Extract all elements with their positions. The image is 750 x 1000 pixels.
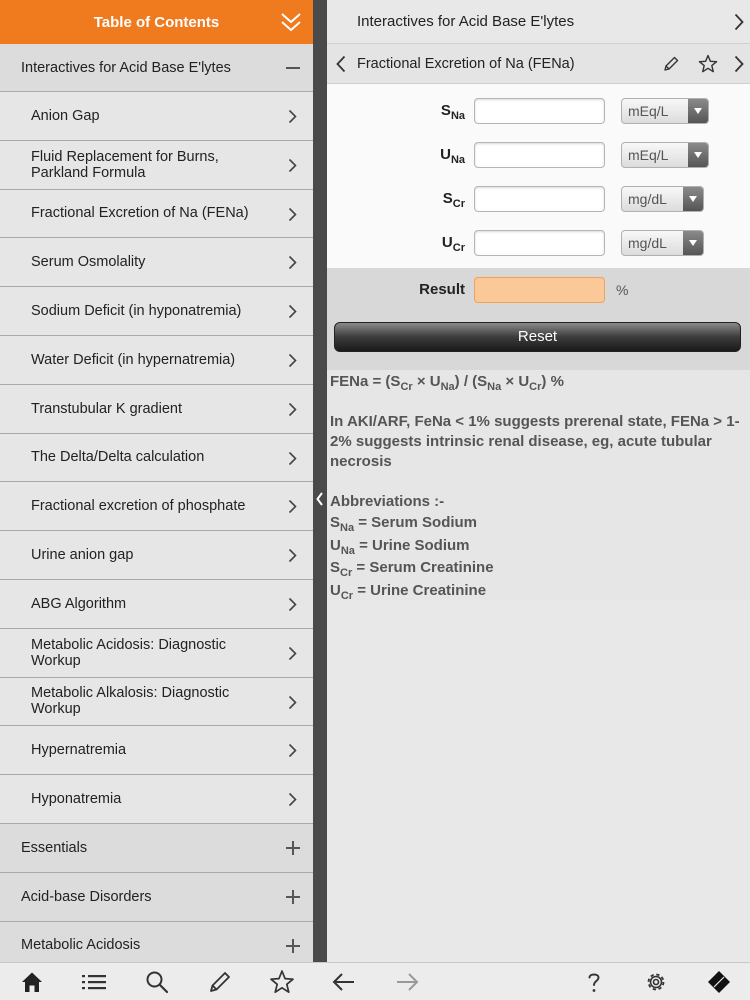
page-title: Fractional Excretion of Na (FENa) — [357, 55, 575, 72]
value-input[interactable] — [474, 186, 605, 212]
abbreviation-item: $S_{Cr}$ = Serum Creatinine — [330, 559, 494, 579]
dropdown-arrow-icon — [688, 143, 708, 167]
toc-item-label: Metabolic Alkalosis: Diagnostic Workup — [31, 685, 230, 718]
chevron-right-icon[interactable] — [288, 109, 297, 124]
detail-empty-space — [327, 600, 750, 960]
toc-item-label: Serum Osmolality — [31, 254, 146, 271]
pencil-icon[interactable] — [662, 55, 680, 73]
interpretation-text: In AKI/ARF, FeNa < 1% suggests prerenal state, FENa > 1-2% suggests intrinsic renal disease, eg, acute tubular necrosis — [330, 413, 740, 470]
chevron-right-icon[interactable] — [288, 743, 297, 758]
unit-select-value: mg/dL — [628, 235, 667, 251]
toc-header — [0, 0, 313, 44]
result-unit: % — [616, 282, 629, 298]
toc-item[interactable] — [0, 385, 313, 434]
chevron-right-icon[interactable] — [288, 499, 297, 514]
unit-select-value: mEq/L — [628, 147, 669, 163]
chevron-right-icon[interactable] — [288, 792, 297, 807]
toc-panel — [0, 0, 313, 962]
input-row — [327, 230, 750, 256]
chevron-right-icon[interactable] — [288, 158, 297, 173]
value-input[interactable] — [474, 142, 605, 168]
detail-header[interactable] — [327, 0, 750, 44]
toc-section-label: Interactives for Acid Base E'lytes — [21, 59, 231, 76]
toc-item-label: Fluid Replacement for Burns, Parkland Formula — [31, 148, 219, 181]
star-icon[interactable] — [698, 54, 718, 74]
toc-item[interactable] — [0, 92, 313, 141]
toc-item-label: Sodium Deficit (in hyponatremia) — [31, 303, 242, 320]
toc-item-label: The Delta/Delta calculation — [31, 449, 205, 466]
field-label: $U_{Cr}$ — [441, 234, 465, 254]
calculator-form — [327, 84, 750, 268]
notes — [327, 370, 750, 600]
reset-button[interactable]: Reset — [334, 322, 741, 352]
result-label: Result — [419, 281, 465, 298]
toc-item-label: Fractional Excretion of Na (FENa) — [31, 205, 249, 222]
chevron-right-icon[interactable] — [288, 255, 297, 270]
toc-item-label: Hypernatremia — [31, 742, 127, 759]
search-icon[interactable] — [144, 969, 170, 995]
formula: FENa = $(S_{Cr} \times U_{Na}) / (S_{Na} \times U_{Cr})$ % — [330, 373, 564, 393]
next-topic-icon[interactable] — [734, 55, 744, 73]
detail-header-title: Interactives for Acid Base E'lytes — [357, 13, 575, 30]
toc-item-label: Urine anion gap — [31, 547, 134, 564]
unit-select[interactable] — [621, 186, 704, 212]
result-field — [474, 277, 605, 303]
abbreviations-list — [330, 512, 747, 602]
toc-item-label: Transtubular K gradient — [31, 400, 182, 417]
toc-section[interactable] — [0, 922, 313, 962]
list-icon[interactable] — [81, 969, 107, 995]
toc-item[interactable] — [0, 287, 313, 336]
unit-select[interactable] — [621, 230, 704, 256]
toc-section-label: Essentials — [21, 839, 88, 856]
toc-item-label: Water Deficit (in hypernatremia) — [31, 351, 236, 368]
chevron-right-icon[interactable] — [288, 695, 297, 710]
toc-section-label: Metabolic Acidosis — [21, 937, 141, 954]
toc-item[interactable] — [0, 482, 313, 531]
toc-item[interactable] — [0, 141, 313, 190]
abbreviation-item: $S_{Na}$ = Serum Sodium — [330, 514, 478, 534]
toc-item[interactable] — [0, 190, 313, 239]
toc-item-label: Anion Gap — [31, 107, 100, 124]
abbreviation-item: $U_{Cr}$ = Urine Creatinine — [330, 581, 487, 602]
star-icon[interactable] — [269, 969, 295, 995]
split-divider[interactable] — [313, 0, 327, 962]
eraser-icon[interactable] — [706, 969, 732, 995]
chevron-right-icon[interactable] — [288, 646, 297, 661]
detail-panel — [327, 0, 750, 962]
expand-icon[interactable] — [286, 939, 300, 953]
input-row — [327, 142, 750, 168]
toc-title: Table of Contents — [93, 13, 220, 31]
toc-item-label: Hyponatremia — [31, 791, 122, 808]
value-input[interactable] — [474, 230, 605, 256]
toc-item[interactable] — [0, 629, 313, 678]
toc-item[interactable] — [0, 531, 313, 580]
abbreviation-item: $U_{Na}$ = Urine Sodium — [330, 536, 470, 557]
expand-icon[interactable] — [286, 890, 300, 904]
toc-section[interactable] — [0, 873, 313, 922]
dropdown-arrow-icon — [683, 231, 703, 255]
chevron-right-icon[interactable] — [288, 548, 297, 563]
toc-item-label: Fractional excretion of phosphate — [31, 498, 246, 515]
toc-section-open[interactable] — [0, 44, 313, 92]
dropdown-arrow-icon — [688, 99, 708, 123]
toc-item[interactable] — [0, 726, 313, 775]
field-label: $S_{Cr}$ — [442, 190, 465, 210]
expand-icon[interactable] — [286, 841, 300, 855]
toc-item[interactable] — [0, 238, 313, 287]
toc-item-label: ABG Algorithm — [31, 595, 127, 612]
forward-arrow-icon[interactable] — [394, 969, 420, 995]
chevron-right-icon[interactable] — [288, 207, 297, 222]
unit-select-value: mEq/L — [628, 103, 669, 119]
toc-item[interactable] — [0, 775, 313, 824]
back-arrow-icon[interactable] — [331, 969, 357, 995]
detail-subheader — [327, 44, 750, 84]
collapse-all-icon[interactable] — [279, 11, 303, 33]
result-area — [327, 268, 750, 370]
unit-select[interactable] — [621, 142, 709, 168]
bottom-toolbar — [0, 962, 750, 1000]
toc-item[interactable] — [0, 678, 313, 727]
abbreviations-title: Abbreviations :- — [330, 493, 445, 510]
field-label: $U_{Na}$ — [440, 146, 465, 166]
toc-section-label: Acid-base Disorders — [21, 888, 152, 905]
toc-item[interactable] — [0, 580, 313, 629]
chevron-right-icon[interactable] — [734, 13, 744, 31]
field-label: $S_{Na}$ — [440, 102, 465, 122]
help-icon[interactable] — [581, 969, 607, 995]
toc-item-label: Metabolic Acidosis: Diagnostic Workup — [31, 636, 227, 669]
toc-item[interactable] — [0, 434, 313, 483]
chevron-right-icon[interactable] — [288, 597, 297, 612]
pencil-icon[interactable] — [207, 969, 233, 995]
gear-icon[interactable] — [643, 969, 669, 995]
value-input[interactable] — [474, 98, 605, 124]
chevron-right-icon[interactable] — [288, 353, 297, 368]
toc-section[interactable] — [0, 824, 313, 873]
input-row — [327, 186, 750, 212]
dropdown-arrow-icon — [683, 187, 703, 211]
previous-topic-icon[interactable] — [336, 55, 346, 73]
input-row — [327, 98, 750, 124]
home-icon[interactable] — [19, 969, 45, 995]
toc-item[interactable] — [0, 336, 313, 385]
collapse-icon[interactable] — [286, 67, 300, 69]
chevron-right-icon[interactable] — [288, 304, 297, 319]
collapse-panel-icon[interactable] — [316, 492, 324, 506]
unit-select-value: mg/dL — [628, 191, 667, 207]
unit-select[interactable] — [621, 98, 709, 124]
chevron-right-icon[interactable] — [288, 451, 297, 466]
chevron-right-icon[interactable] — [288, 402, 297, 417]
